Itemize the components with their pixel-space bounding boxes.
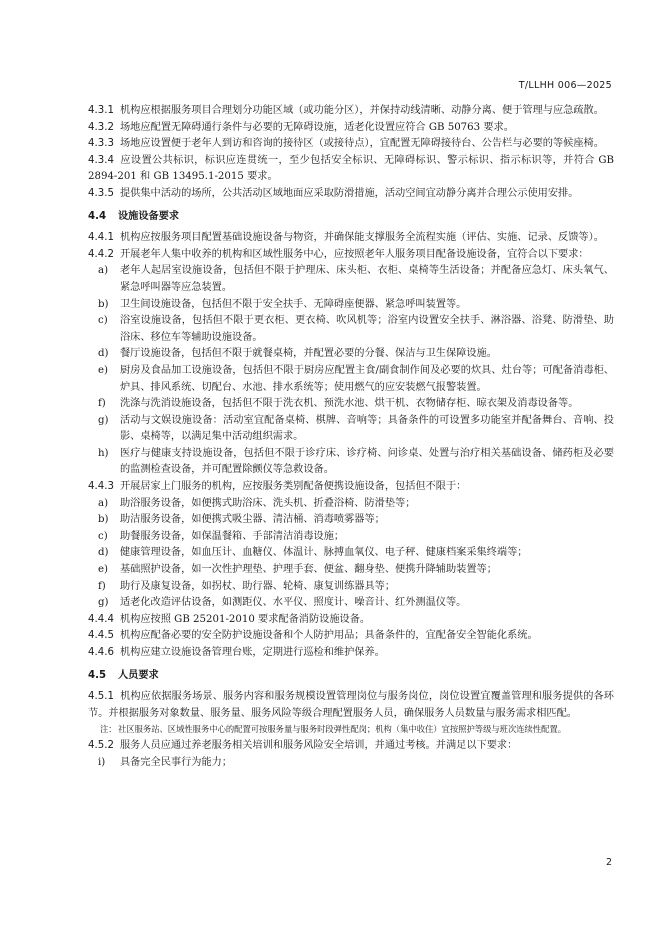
clause-number: 4.5.2 xyxy=(88,740,114,752)
list-label: e) xyxy=(98,564,109,576)
list-item xyxy=(88,396,614,413)
list-label: i) xyxy=(98,756,106,768)
note-label: 注： xyxy=(100,724,117,735)
clause-4-3-4 xyxy=(88,153,614,186)
list-text: 助洁服务设备，如便携式吸尘器、清洁桶、消毒喷雾器等； xyxy=(120,514,385,526)
clause-text: 机构应依据服务场景、服务内容和服务规模设置管理岗位与服务岗位，岗位设置宜覆盖管理和服务提供的各环节。并根据服务对象数量、服务量、服务风险等级合理配置服务人员，确保服务人员数量与服务需求相匹配。 xyxy=(88,691,614,719)
list-text: 助浴服务设备，如便携式助浴床、洗头机、折叠浴椅、防滑垫等； xyxy=(120,497,416,509)
clause-number: 4.3.3 xyxy=(88,138,114,150)
clause-text: 服务人员应通过养老服务相关培训和服务风险安全培训，并通过考核。并满足以下要求： xyxy=(120,740,518,752)
list-item xyxy=(88,562,614,579)
list-text: 助餐服务设备，如保温餐箱、手部清洁消毒设施； xyxy=(120,530,345,542)
clause-number: 4.3.5 xyxy=(88,187,114,199)
list-text: 适老化改造评估设备，如测距仪、水平仪、照度计、噪音计、红外测温仪等。 xyxy=(120,597,467,609)
clause-4-4-4 xyxy=(88,612,614,629)
list-text: 卫生间设施设备，包括但不限于安全扶手、无障碍座便器、紧急呼叫装置等。 xyxy=(120,298,467,310)
clause-4-3-1 xyxy=(88,103,614,120)
clause-number: 4.3.2 xyxy=(88,121,114,133)
clause-number: 4.5.1 xyxy=(88,691,114,703)
list-item xyxy=(88,512,614,529)
standard-code: T/LLHH 006—2025 xyxy=(518,80,612,91)
list-label: g) xyxy=(98,597,109,609)
list-item xyxy=(88,496,614,513)
list-text: 具备完全民事行为能力； xyxy=(120,756,233,768)
section-number: 4.5 xyxy=(88,669,107,681)
clause-number: 4.4.6 xyxy=(88,647,114,658)
section-heading-4-5 xyxy=(88,668,614,685)
clause-4-4-3 xyxy=(88,479,614,496)
list-text: 医疗与健康支持设施设备，包括但不限于诊疗床、诊疗椅、问诊桌、处置与治疗相关基础设备、储药柜及必要的监测检查设备，并可配置除颤仪等急救设备。 xyxy=(120,447,614,476)
clause-number: 4.4.2 xyxy=(88,248,114,260)
document-body xyxy=(88,103,614,772)
list-text: 浴室设施设备，包括但不限于更衣柜、更衣椅、吹风机等；浴室内设置安全扶手、淋浴器、浴凳、防滑垫、助浴床、移位车等辅助设施设备。 xyxy=(120,315,614,343)
note-text: 社区服务站、区域性服务中心的配置可按服务量与服务时段弹性配岗；机构（集中收住）宜按照护等级与班次连续性配置。 xyxy=(118,724,567,735)
clause-4-3-5 xyxy=(88,186,614,203)
list-label: f) xyxy=(98,398,106,410)
list-text: 基础照护设备，如一次性护理垫、护理手套、便盆、翻身垫、便携升降辅助装置等； xyxy=(120,564,497,576)
list-text: 健康管理设备，如血压计、血糖仪、体温计、脉搏血氧仪、电子秤、健康档案采集终端等； xyxy=(120,547,528,559)
list-label: g) xyxy=(98,414,109,426)
clause-number: 4.3.4 xyxy=(88,154,114,166)
clause-4-5-2 xyxy=(88,738,614,755)
clause-number: 4.4.3 xyxy=(88,481,114,493)
clause-text: 应设置公共标识，标识应连贯统一，至少包括安全标识、无障碍标识、警示标识、指示标识等，并符合 GB 2894-201 和 GB 13495.1-2015 要求。 xyxy=(88,154,614,183)
list-label: b) xyxy=(98,514,109,526)
clause-4-4-1 xyxy=(88,230,614,247)
clause-text: 机构应按服务项目配置基础设施设备与物资，并确保能支撑服务全流程实施（评估、实施、记录、反馈等）。 xyxy=(120,232,604,244)
list-label: c) xyxy=(98,315,108,327)
section-title: 人员要求 xyxy=(118,669,159,681)
list-text: 厨房及食品加工设施设备，包括但不限于厨房应配置主食/副食制作间及必要的炊具、灶台等；可配备消毒柜、炉具、排风系统、切配台、水池、排水系统等；使用燃气的应安装燃气报警装置。 xyxy=(120,364,614,393)
clause-4-3-2 xyxy=(88,120,614,137)
section-number: 4.4 xyxy=(88,210,107,222)
list-label: e) xyxy=(98,364,109,376)
section-heading-4-4 xyxy=(88,209,614,226)
list-item xyxy=(88,529,614,546)
clause-text: 提供集中活动的场所，公共活动区域地面应采取防滑措施，活动空间宜动静分离并合理公示使用安排。 xyxy=(120,187,579,199)
clause-number: 4.3.1 xyxy=(88,105,114,116)
clause-text: 场地应配置无障碍通行条件与必要的无障碍设施，适老化设置应符合 GB 50763 要求。 xyxy=(120,121,514,133)
list-label: f) xyxy=(98,580,106,592)
list-text: 活动与文娱设施设备：活动室宜配备桌椅、棋牌、音响等；具备条件的可设置多功能室并配备舞台、音响、投影、桌椅等，以满足集中活动组织需求。 xyxy=(120,414,614,443)
list-label: a) xyxy=(98,497,109,509)
list-label: d) xyxy=(98,547,109,559)
list-text: 助行及康复设备，如拐杖、助行器、轮椅、康复训练器具等； xyxy=(120,580,396,592)
list-item xyxy=(88,297,614,314)
clause-4-3-3 xyxy=(88,136,614,153)
clause-text: 机构应按照 GB 25201-2010 要求配备消防设施设备。 xyxy=(120,613,371,625)
section-title: 设施设备要求 xyxy=(118,210,180,222)
list-text: 洗涤与洗消设施设备，包括但不限于洗衣机、预洗水池、烘干机、衣物储存柜、晾衣架及消毒设备等。 xyxy=(120,398,579,410)
list-item xyxy=(88,595,614,612)
clause-text: 机构应配备必要的安全防护设施设备和个人防护用品；具备条件的，宜配备安全智能化系统。 xyxy=(120,630,538,642)
clause-4-5-1 xyxy=(88,689,614,722)
list-label: c) xyxy=(98,530,108,542)
list-item xyxy=(88,413,614,446)
clause-number: 4.4.4 xyxy=(88,613,114,625)
list-label: b) xyxy=(98,298,109,310)
list-text: 餐厅设施设备，包括但不限于就餐桌椅，并配置必要的分餐、保洁与卫生保障设施。 xyxy=(120,348,497,360)
list-item xyxy=(88,363,614,396)
clause-text: 场地应设置便于老年人到访和咨询的接待区（或接待点），宜配置无障碍接待台、公告栏与必要的等候座椅。 xyxy=(120,138,604,150)
clause-number: 4.4.5 xyxy=(88,630,114,642)
page-number: 2 xyxy=(605,857,612,868)
clause-4-4-5 xyxy=(88,628,614,645)
clause-text: 开展老年人集中收养的机构和区域性服务中心，应按照老年人服务项目配备设施设备，宜符合以下要求： xyxy=(120,248,589,260)
list-label: d) xyxy=(98,348,109,360)
clause-4-4-2 xyxy=(88,247,614,264)
clause-4-4-6 xyxy=(88,645,614,662)
list-item xyxy=(88,755,614,772)
clause-text: 机构应根据服务项目合理划分功能区域（或功能分区），并保持动线清晰、动静分离、便于管理与应急疏散。 xyxy=(120,105,604,116)
clause-number: 4.4.1 xyxy=(88,232,114,244)
list-item xyxy=(88,579,614,596)
list-item xyxy=(88,446,614,479)
list-text: 老年人起居室设施设备，包括但不限于护理床、床头柜、衣柜、桌椅等生活设备；并配备应急灯、床头氧气、紧急呼叫器等应急装置。 xyxy=(120,265,614,293)
clause-text: 机构应建立设施设备管理台账，定期进行巡检和维护保养。 xyxy=(120,647,385,658)
clause-text: 开展居家上门服务的机构，应按服务类别配备便携设施设备，包括但不限于： xyxy=(120,481,467,493)
list-item xyxy=(88,545,614,562)
list-item xyxy=(88,313,614,346)
list-label: a) xyxy=(98,265,109,277)
list-item xyxy=(88,263,614,296)
list-item xyxy=(88,346,614,363)
note xyxy=(88,723,614,736)
list-label: h) xyxy=(98,447,109,459)
